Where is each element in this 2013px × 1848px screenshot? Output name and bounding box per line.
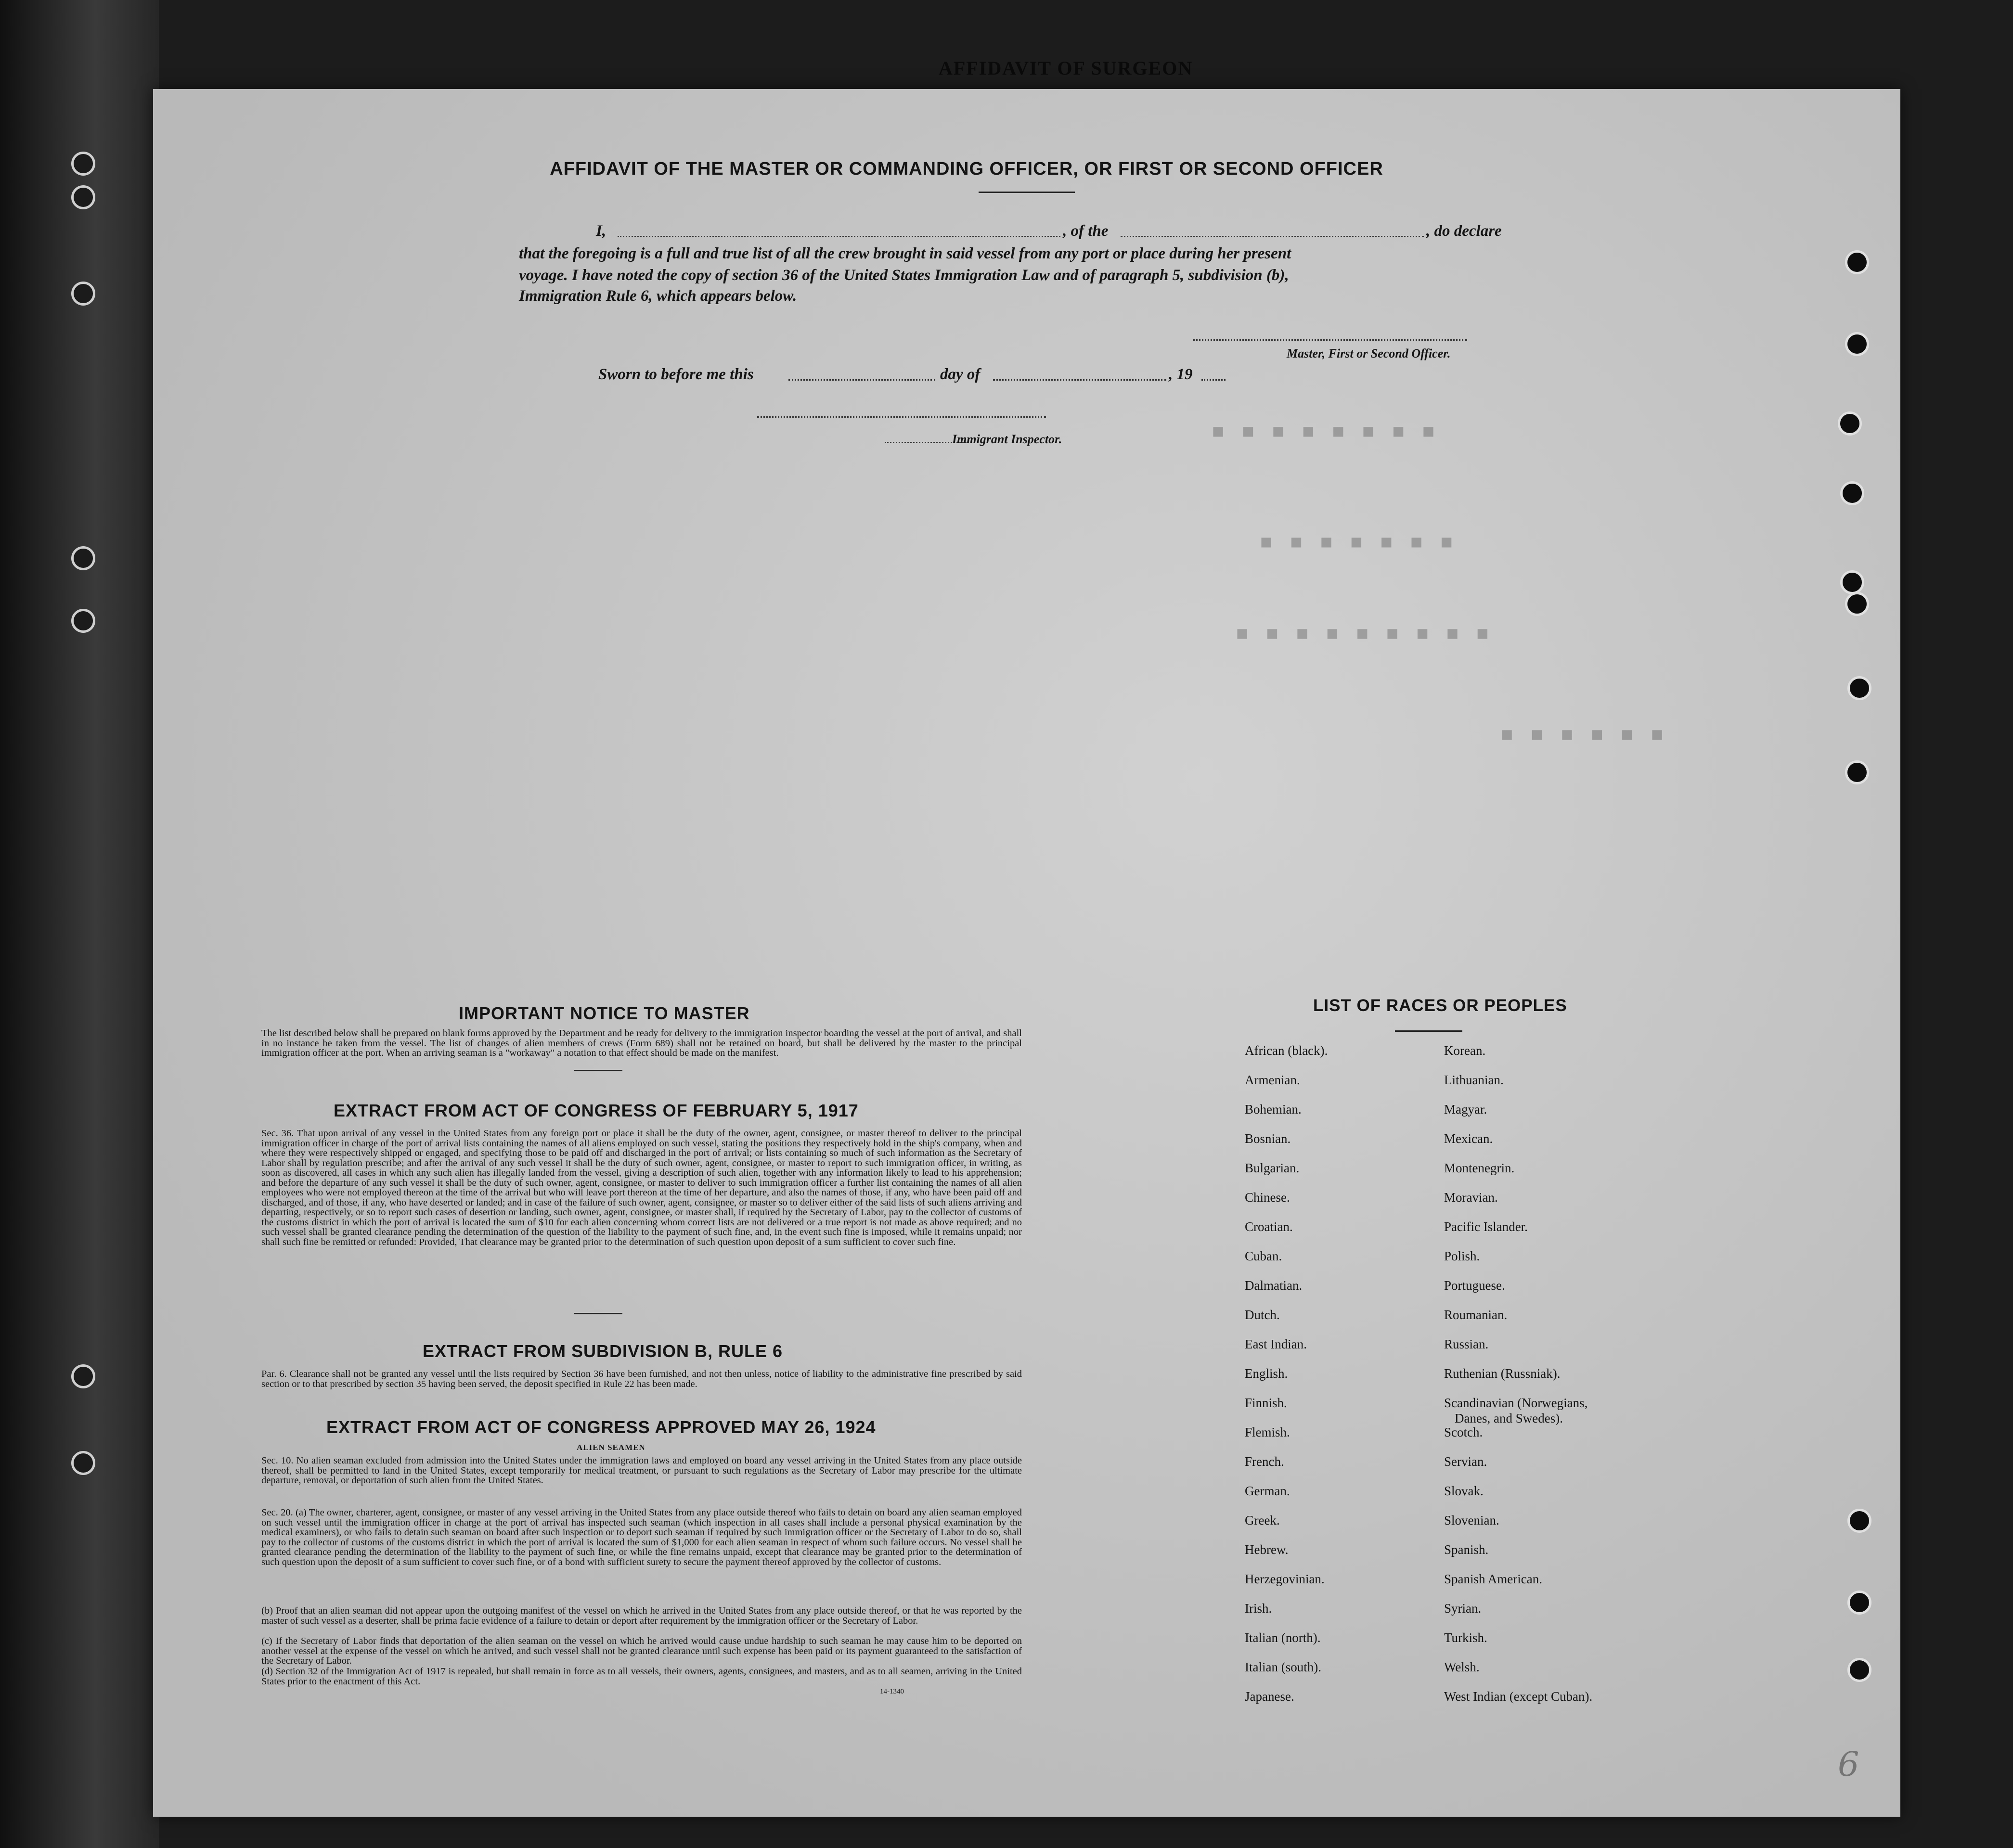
name-blank[interactable] — [618, 236, 1060, 237]
punch-hole — [1845, 332, 1869, 356]
race-item: East Indian. — [1245, 1337, 1307, 1351]
race-item: Korean. — [1444, 1043, 1486, 1058]
punch-hole — [1845, 592, 1869, 616]
top-label: AFFIDAVIT OF SURGEON — [939, 57, 1193, 79]
races-column-2 — [1444, 1044, 1592, 1720]
binder-hole — [71, 282, 95, 306]
race-item: Armenian. — [1245, 1073, 1300, 1087]
race-item: Herzegovinian. — [1245, 1572, 1325, 1586]
extract-rule6-body: Par. 6. Clearance shall not be granted any vessel until the lists required by Section 36 have been furnished, and not then unless, notice of liability to the administrative fine prescribed by said section or to that prescribed by section 35 having been served, the deposit specified in Rule 22 has been made. — [261, 1369, 1022, 1389]
notice-rule — [574, 1070, 622, 1071]
race-item: Bosnian. — [1245, 1131, 1291, 1146]
bleed-through: ■ ■ ■ ■ ■ ■ ■ — [1260, 532, 1456, 555]
form-number: 14-1340 — [880, 1688, 904, 1695]
race-item: Italian (north). — [1245, 1630, 1321, 1645]
extract-1924-title: EXTRACT FROM ACT OF CONGRESS APPROVED MAY 26, 1924 — [326, 1417, 876, 1437]
race-item: Scandinavian (Norwegians, — [1444, 1396, 1588, 1410]
title-rule — [979, 192, 1075, 193]
races-title: LIST OF RACES OR PEOPLES — [1313, 996, 1567, 1015]
race-item: Montenegrin. — [1444, 1161, 1515, 1175]
affidavit-title: AFFIDAVIT OF THE MASTER OR COMMANDING OFFICER, OR FIRST OR SECOND OFFICER — [550, 159, 1383, 179]
race-item: Italian (south). — [1245, 1660, 1321, 1674]
affidavit-of-the: , of the — [1063, 222, 1109, 240]
vessel-blank[interactable] — [1121, 236, 1424, 237]
race-item: Slovenian. — [1444, 1513, 1499, 1527]
affidavit-i: I, — [596, 222, 606, 240]
sworn-year-blank[interactable] — [1201, 379, 1226, 381]
punch-hole — [1847, 1591, 1871, 1615]
extract-1924-sec10: Sec. 10. No alien seaman excluded from admission into the United States under the immigration laws and employed on board any vessel arriving in the United States from any place outside thereof, shall be permitted to land in the United States, except temporarily for medical treatment, or pursuant to such regulations as the Secretary of Labor may prescribe for the ultimate departure, removal, or deportation of such alien from the United States. — [261, 1455, 1022, 1486]
race-item: Turkish. — [1444, 1630, 1487, 1645]
extract-1924-sec20d: (d) Section 32 of the Immigration Act of 1917 is repealed, but shall remain in force as to all vessels, their owners, agents, consignees, and masters, and as to all seamen, arriving in the United States prior to the enactment of this Act. — [261, 1666, 1022, 1687]
race-item: Irish. — [1245, 1601, 1272, 1616]
bleed-through: ■ ■ ■ ■ ■ ■ ■ ■ — [1212, 421, 1438, 444]
race-item: Pacific Islander. — [1444, 1219, 1528, 1234]
notice-body: The list described below shall be prepared on blank forms approved by the Department and be ready for delivery to the immigration inspector boarding the vessel at the port of arrival, and shall in no instance be taken from the vessel. The list of changes of alien members of crews (Form 689) shall not be retained on board, but shall be delivered by the master to the principal immigration officer at the port. When an arriving seaman is a "workaway" a notation to that effect should be made on the manifest. — [261, 1028, 1022, 1058]
year-text: , 19 — [1169, 366, 1193, 383]
race-item: Slovak. — [1444, 1484, 1484, 1498]
race-item: Syrian. — [1444, 1601, 1482, 1616]
race-item: African (black). — [1245, 1043, 1328, 1058]
race-item: Spanish American. — [1444, 1572, 1542, 1586]
race-item: Chinese. — [1245, 1190, 1290, 1205]
race-item: Lithuanian. — [1444, 1073, 1504, 1087]
extract-1917-rule — [574, 1313, 622, 1314]
extract-rule6-title: EXTRACT FROM SUBDIVISION B, RULE 6 — [423, 1341, 783, 1361]
day-of-text: day of — [940, 366, 981, 383]
races-column-1 — [1245, 1044, 1328, 1720]
binder-hole — [71, 1364, 95, 1388]
race-item: Welsh. — [1444, 1660, 1480, 1674]
master-signature-label: Master, First or Second Officer. — [1287, 346, 1451, 360]
extract-1924-subtitle: ALIEN SEAMEN — [577, 1443, 645, 1452]
notice-title: IMPORTANT NOTICE TO MASTER — [459, 1003, 750, 1023]
extract-1917-body: Sec. 36. That upon arrival of any vessel in the United States from any foreign port or place it shall be the duty of the owner, agent, consignee, or master thereof to deliver to the principal immigration officer in charge of the port of arrival lists containing the names of all aliens employed on such vessel, stating the positions they respectively hold in the ship's company, when and where they were respectively shipped or engaged, and specifying those to be paid off and discharged in the port of arrival; or lists containing so much of such information as the Secretary of Labor shall by regulation prescribe; and after the arrival of any such vessel it shall be the duty of such owner, agent, consignee, or master to report to such immigration officer, in writing, as soon as discovered, all cases in which any such alien has illegally landed from the vessel, giving a description of such alien, together with any information likely to lead to his apprehension; and before the departure of any such vessel it shall be the duty of such owner, agent, consignee, or master to deliver to such immigration officer a further list containing the names of all alien employees who were not employed thereon at the time of the arrival but who will leave port thereon at the time of her departure, and also the names of those, if any, who have been paid off and discharged, and of those, if any, who have deserted or landed; and in case of the failure of such owner, agent, consignee, or master so to deliver either of the said lists of such aliens arriving and departing, respectively, or so to report such cases of desertion or landing, such owner, agent, consignee, or master shall, if required by the Secretary of Labor, pay to the collector of customs of the customs district in which the port of arrival is located the sum of $10 for each alien concerning whom correct lists are not delivered or a true report is not made as above required; and no such vessel shall be granted clearance pending the determination of the question of the liability to the payment of such fine, and, in the event such fine is imposed, while it remains unpaid; nor shall such fine be remitted or refunded: Provided, That clearance may be granted prior to the determination of such question upon deposit of a sum sufficient to cover such fine. — [261, 1128, 1022, 1247]
manifest-sheet — [153, 89, 1900, 1817]
margin-number: 6 — [1838, 1745, 1859, 1784]
binder-hole — [71, 185, 95, 209]
race-item: Japanese. — [1245, 1689, 1294, 1704]
race-item: Danes, and Swedes). — [1455, 1411, 1563, 1425]
binder-hole — [71, 609, 95, 633]
race-item: Ruthenian (Russniak). — [1444, 1366, 1561, 1381]
race-item: Polish. — [1444, 1249, 1480, 1263]
punch-hole — [1845, 760, 1869, 784]
affidavit-declare: , do declare — [1426, 222, 1502, 240]
punch-hole — [1840, 481, 1864, 505]
punch-hole — [1840, 570, 1864, 594]
punch-hole — [1845, 250, 1869, 274]
race-item: Moravian. — [1444, 1190, 1498, 1205]
binder-hole — [71, 152, 95, 176]
race-item: Dalmatian. — [1245, 1278, 1303, 1293]
affidavit-line-3: voyage. I have noted the copy of section 36 of the United States Immigration Law and of paragraph 5, subdivision (b), — [519, 267, 1289, 284]
affidavit-line-4: Immigration Rule 6, which appears below. — [519, 287, 797, 305]
extract-1917-title: EXTRACT FROM ACT OF CONGRESS OF FEBRUARY 5, 1917 — [334, 1101, 859, 1120]
punch-hole — [1847, 1509, 1871, 1533]
race-item: Mexican. — [1444, 1131, 1493, 1146]
race-item: Spanish. — [1444, 1542, 1489, 1557]
punch-hole — [1838, 411, 1862, 436]
race-item: Dutch. — [1245, 1308, 1280, 1322]
binder-hole — [71, 1451, 95, 1475]
race-item: Croatian. — [1245, 1219, 1293, 1234]
master-signature-line[interactable] — [1193, 339, 1467, 341]
inspector-label: Immigrant Inspector. — [952, 432, 1062, 446]
sworn-month-blank[interactable] — [993, 379, 1166, 381]
race-item: Bohemian. — [1245, 1102, 1302, 1116]
races-rule — [1395, 1030, 1462, 1032]
race-item: Hebrew. — [1245, 1542, 1289, 1557]
race-item: French. — [1245, 1454, 1284, 1469]
race-item: English. — [1245, 1366, 1288, 1381]
race-item: Finnish. — [1245, 1396, 1287, 1410]
extract-1924-sec20b: (b) Proof that an alien seaman did not appear upon the outgoing manifest of the vessel on which he arrived in the United States from any place outside thereof, or that he was reported by the master of such vessel as a deserter, shall be prima facie evidence of a failure to detain or deport after requirement by the immigration officer or the Secretary of Labor. — [261, 1605, 1022, 1626]
race-item: Scotch. — [1444, 1425, 1483, 1439]
punch-hole — [1847, 676, 1871, 700]
race-item: Greek. — [1245, 1513, 1280, 1527]
sworn-day-blank[interactable] — [788, 379, 935, 381]
inspector-signature-line[interactable] — [757, 416, 1046, 418]
bleed-through: ■ ■ ■ ■ ■ ■ — [1501, 724, 1666, 747]
race-item: Magyar. — [1444, 1102, 1487, 1116]
race-item: West Indian (except Cuban). — [1444, 1689, 1593, 1704]
race-item: German. — [1245, 1484, 1290, 1498]
extract-1924-sec20c: (c) If the Secretary of Labor finds that deportation of the alien seaman on the vessel on which he arrived would cause undue hardship to such seaman he may cause him to be deported on another vessel at the expense of the vessel on which he arrived, and such vessel shall not be granted clearance until such expense has been paid or its payment guaranteed to the satisfaction of the Secretary of Labor. — [261, 1636, 1022, 1666]
race-item: Servian. — [1444, 1454, 1487, 1469]
race-item: Russian. — [1444, 1337, 1489, 1351]
race-item: Portuguese. — [1444, 1278, 1505, 1293]
race-item: Bulgarian. — [1245, 1161, 1300, 1175]
race-item: Cuban. — [1245, 1249, 1282, 1263]
sworn-text: Sworn to before me this — [598, 366, 754, 383]
race-item: Flemish. — [1245, 1425, 1290, 1439]
bleed-through: ■ ■ ■ ■ ■ ■ ■ ■ ■ — [1236, 623, 1492, 646]
race-item: Roumanian. — [1444, 1308, 1508, 1322]
binder-hole — [71, 546, 95, 570]
extract-1924-sec20a: Sec. 20. (a) The owner, charterer, agent, consignee, or master of any vessel arriving in the United States from any place outside thereof who fails to detain on board any alien seaman employed on such vessel until the immigration officer in charge at the port of arrival has inspected such seaman (which inspection in all cases shall include a personal physical examination by the medical examiners), or who fails to detain such seaman on board after such inspection or to deport such seaman if required by such immigration officer or the Secretary of Labor to do so, shall pay to the collector of customs of the customs district in which the port of arrival is located the sum of $1,000 for each alien seaman in respect of whom such failure occurs. No vessel shall be granted clearance pending the determination of the liability to the payment of such fine, or while the fine remains unpaid, except that clearance may be granted prior to the determination of such question upon the deposit of a sum sufficient to cover such fine, or of a bond with sufficient surety to secure the payment thereof approved by the collector of customs. — [261, 1507, 1022, 1567]
binder-strip — [0, 0, 159, 1848]
affidavit-line-2: that the foregoing is a full and true list of all the crew brought in said vessel from any port or place during her present — [519, 245, 1291, 262]
punch-hole — [1847, 1658, 1871, 1682]
